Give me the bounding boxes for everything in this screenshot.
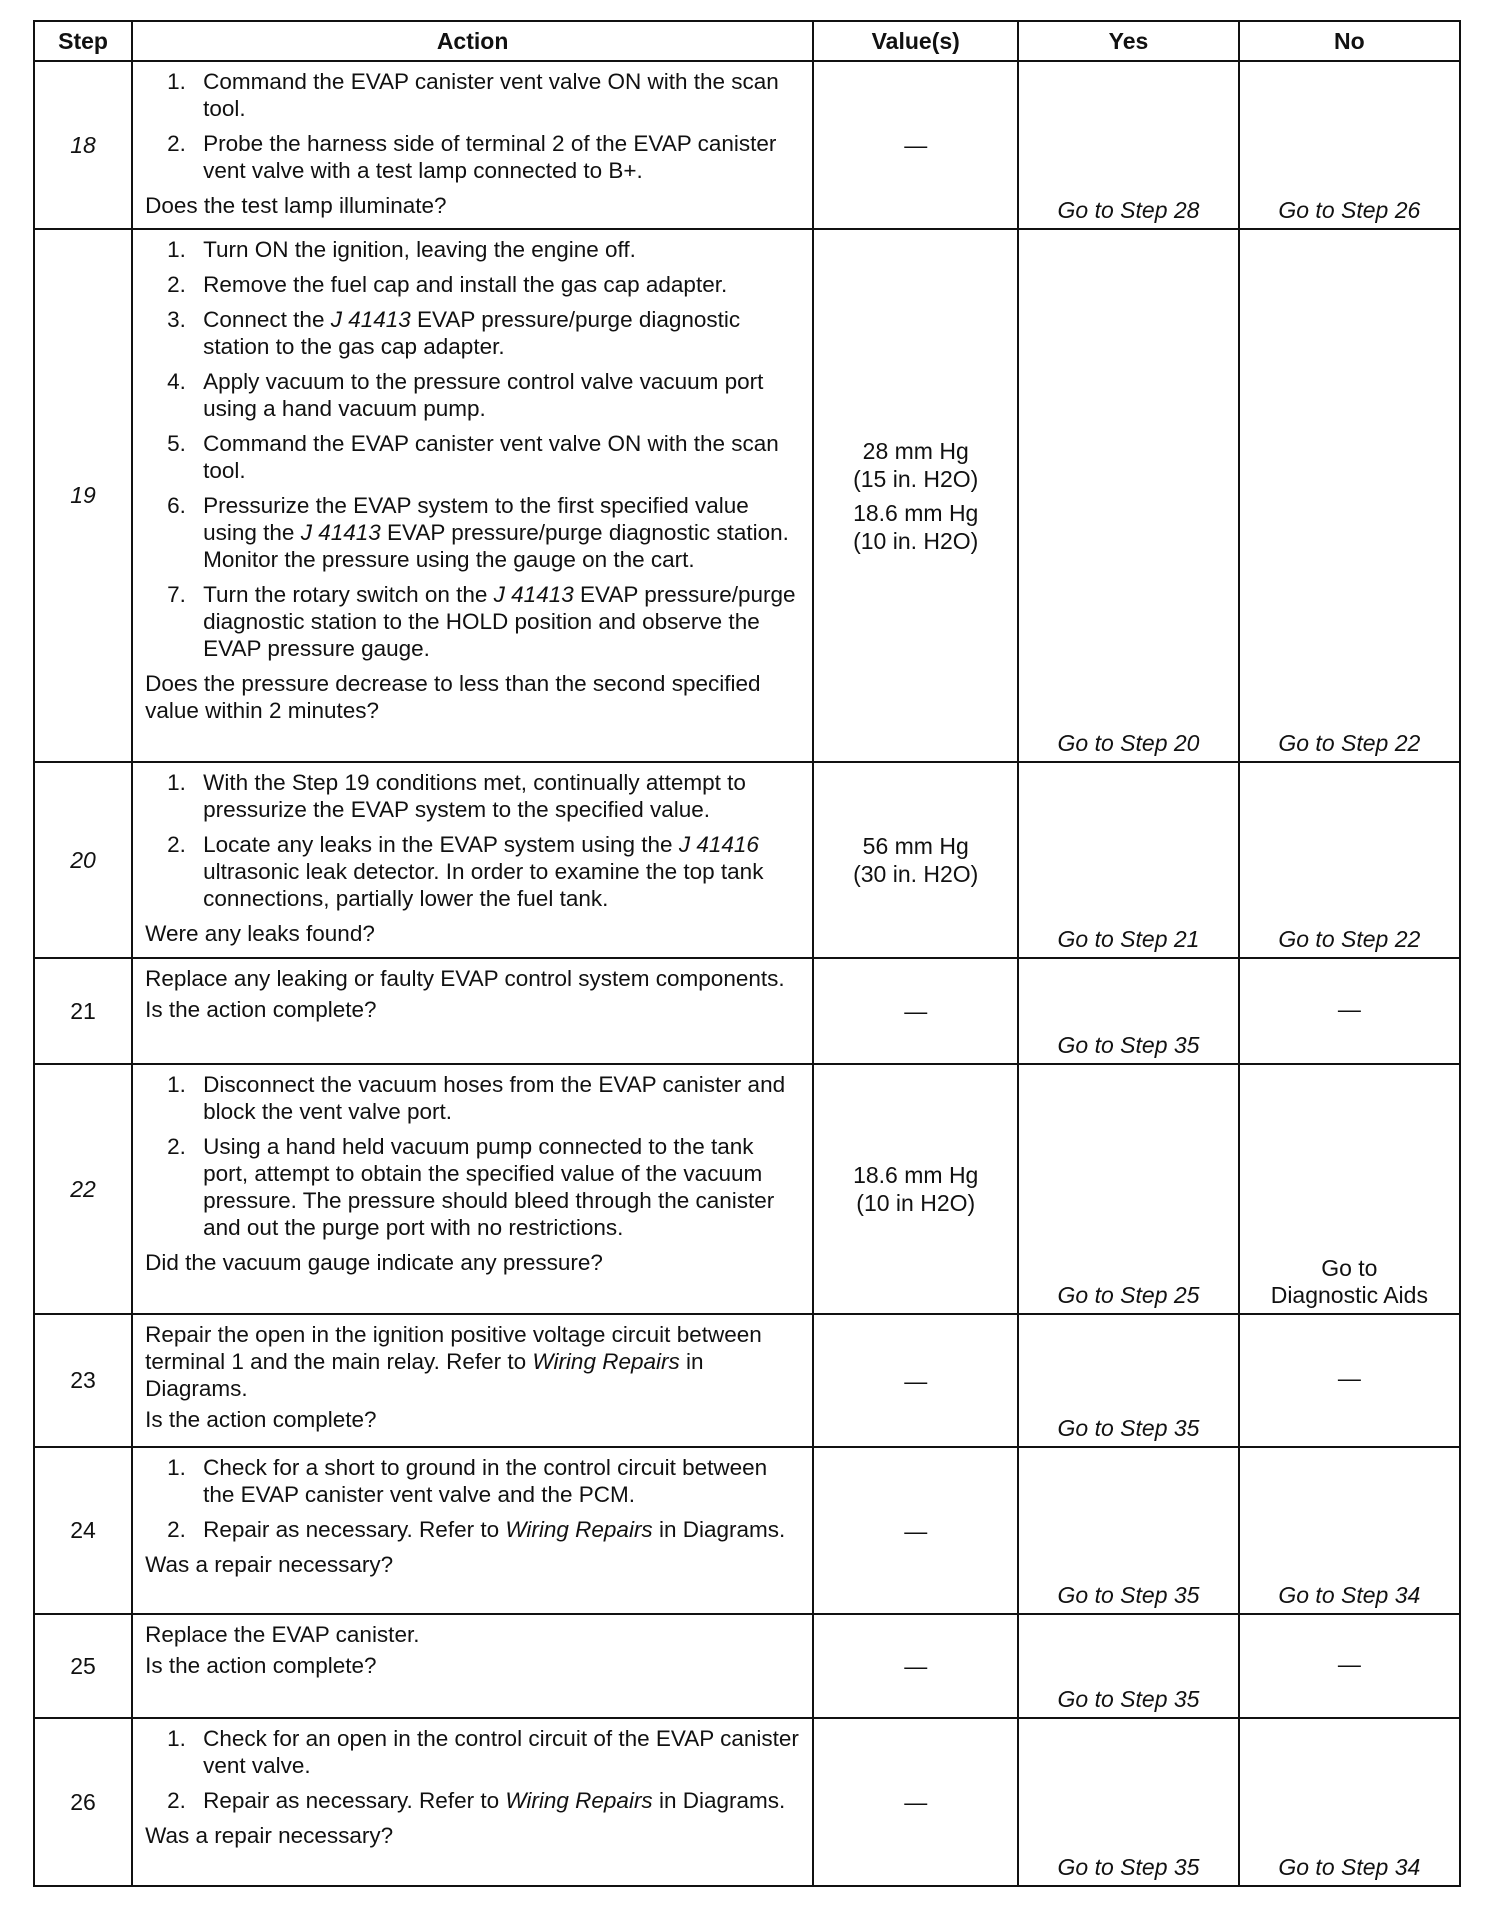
no-result: Go to Diagnostic Aids [1239, 1064, 1460, 1314]
action-question: Did the vacuum gauge indicate any pressure? [145, 1250, 603, 1275]
header-row [34, 21, 1460, 61]
diagnostic-table [33, 20, 1461, 1887]
action-text: Replace the EVAP canister. [145, 1622, 420, 1647]
action-step: 7. Turn the rotary switch on the J 41413 EVAP pressure/purge diagnostic station to the HOLD position and observe the EVAP pressure gauge. [167, 582, 796, 661]
value-cell: — [813, 1314, 1018, 1447]
no-result: Go to Step 34 [1239, 1447, 1460, 1614]
no-result: — [1239, 1314, 1460, 1447]
action-question: Is the action complete? [145, 997, 377, 1022]
step-number: 26 [34, 1718, 132, 1886]
action-question: Does the pressure decrease to less than the second specified value within 2 minutes? [145, 671, 761, 723]
yes-result: Go to Step 35 [1018, 1314, 1238, 1447]
yes-result: Go to Step 20 [1018, 229, 1238, 762]
table-row [34, 1447, 1460, 1614]
header-values: Value(s) [813, 21, 1018, 61]
action-cell [132, 1064, 813, 1314]
action-question: Was a repair necessary? [145, 1823, 394, 1848]
action-step: 2. Repair as necessary. Refer to Wiring Repairs in Diagrams. [167, 1788, 786, 1813]
step-number: 22 [34, 1064, 132, 1314]
action-step: 5. Command the EVAP canister vent valve ON with the scan tool. [167, 431, 779, 483]
action-cell [132, 1718, 813, 1886]
action-question: Were any leaks found? [145, 921, 375, 946]
action-question: Does the test lamp illuminate? [145, 193, 447, 218]
action-cell [132, 762, 813, 958]
action-step: 4. Apply vacuum to the pressure control valve vacuum port using a hand vacuum pump. [167, 369, 764, 421]
no-result: — [1239, 958, 1460, 1064]
table-row [34, 61, 1460, 229]
yes-result: Go to Step 35 [1018, 1718, 1238, 1886]
header-step: Step [34, 21, 132, 61]
no-result: Go to Step 26 [1239, 61, 1460, 229]
step-number: 23 [34, 1314, 132, 1447]
table-row [34, 762, 1460, 958]
table-row [34, 1614, 1460, 1718]
action-cell [132, 958, 813, 1064]
action-step: 1. Check for an open in the control circuit of the EVAP canister vent valve. [167, 1726, 799, 1778]
action-cell [132, 1447, 813, 1614]
action-cell [132, 61, 813, 229]
header-yes: Yes [1018, 21, 1238, 61]
table-row [34, 958, 1460, 1064]
action-question: Was a repair necessary? [145, 1552, 394, 1577]
value-cell: 28 mm Hg (15 in. H2O) 18.6 mm Hg (10 in. H2O) [813, 229, 1018, 762]
action-step: 1. Turn ON the ignition, leaving the engine off. [167, 237, 636, 262]
value-cell: — [813, 1718, 1018, 1886]
action-step: 6. Pressurize the EVAP system to the first specified value using the J 41413 EVAP pressure/purge diagnostic station. Monitor the pressure using the gauge on the cart. [167, 493, 789, 572]
value-cell: 56 mm Hg (30 in. H2O) [813, 762, 1018, 958]
action-question: Is the action complete? [145, 1407, 377, 1432]
action-step: 1. Check for a short to ground in the control circuit between the EVAP canister vent valve and the PCM. [167, 1455, 768, 1507]
table-row [34, 1064, 1460, 1314]
no-result: Go to Step 22 [1239, 762, 1460, 958]
action-step: 1. Disconnect the vacuum hoses from the EVAP canister and block the vent valve port. [167, 1072, 786, 1124]
action-step: 2. Using a hand held vacuum pump connected to the tank port, attempt to obtain the specified value of the vacuum pressure. The pressure should bleed through the canister and out the purge port with no restrictions. [167, 1134, 775, 1240]
value-cell: — [813, 61, 1018, 229]
yes-result: Go to Step 35 [1018, 958, 1238, 1064]
action-text: Replace any leaking or faulty EVAP control system components. [145, 966, 785, 991]
value-cell: — [813, 1447, 1018, 1614]
step-number: 20 [34, 762, 132, 958]
action-step: 1. Command the EVAP canister vent valve ON with the scan tool. [167, 69, 779, 121]
table-row [34, 1314, 1460, 1447]
action-step: 2. Repair as necessary. Refer to Wiring Repairs in Diagrams. [167, 1517, 786, 1542]
yes-result: Go to Step 35 [1018, 1447, 1238, 1614]
action-cell [132, 1314, 813, 1447]
action-cell [132, 1614, 813, 1718]
step-number: 19 [34, 229, 132, 762]
step-number: 25 [34, 1614, 132, 1718]
action-question: Is the action complete? [145, 1653, 377, 1678]
step-number: 24 [34, 1447, 132, 1614]
action-step: 2. Remove the fuel cap and install the gas cap adapter. [167, 272, 728, 297]
yes-result: Go to Step 25 [1018, 1064, 1238, 1314]
value-cell: — [813, 1614, 1018, 1718]
action-cell [132, 229, 813, 762]
step-number: 18 [34, 61, 132, 229]
no-result: Go to Step 34 [1239, 1718, 1460, 1886]
value-cell: — [813, 958, 1018, 1064]
table-row [34, 1718, 1460, 1886]
header-action: Action [132, 21, 813, 61]
action-step: 2. Probe the harness side of terminal 2 of the EVAP canister vent valve with a test lamp connected to B+. [167, 131, 777, 183]
no-result: — [1239, 1614, 1460, 1718]
step-number: 21 [34, 958, 132, 1064]
action-step: 1. With the Step 19 conditions met, continually attempt to pressurize the EVAP system to the specified value. [167, 770, 746, 822]
action-step: 2. Locate any leaks in the EVAP system using the J 41416 ultrasonic leak detector. In order to examine the top tank connections, partially lower the fuel tank. [167, 832, 764, 911]
action-text: Repair the open in the ignition positive voltage circuit between terminal 1 and the main relay. Refer to Wiring Repairs in Diagrams. [145, 1322, 762, 1401]
no-result: Go to Step 22 [1239, 229, 1460, 762]
yes-result: Go to Step 28 [1018, 61, 1238, 229]
header-no: No [1239, 21, 1460, 61]
table-row [34, 229, 1460, 762]
value-cell: 18.6 mm Hg (10 in H2O) [813, 1064, 1018, 1314]
yes-result: Go to Step 21 [1018, 762, 1238, 958]
action-step: 3. Connect the J 41413 EVAP pressure/purge diagnostic station to the gas cap adapter. [167, 307, 741, 359]
yes-result: Go to Step 35 [1018, 1614, 1238, 1718]
